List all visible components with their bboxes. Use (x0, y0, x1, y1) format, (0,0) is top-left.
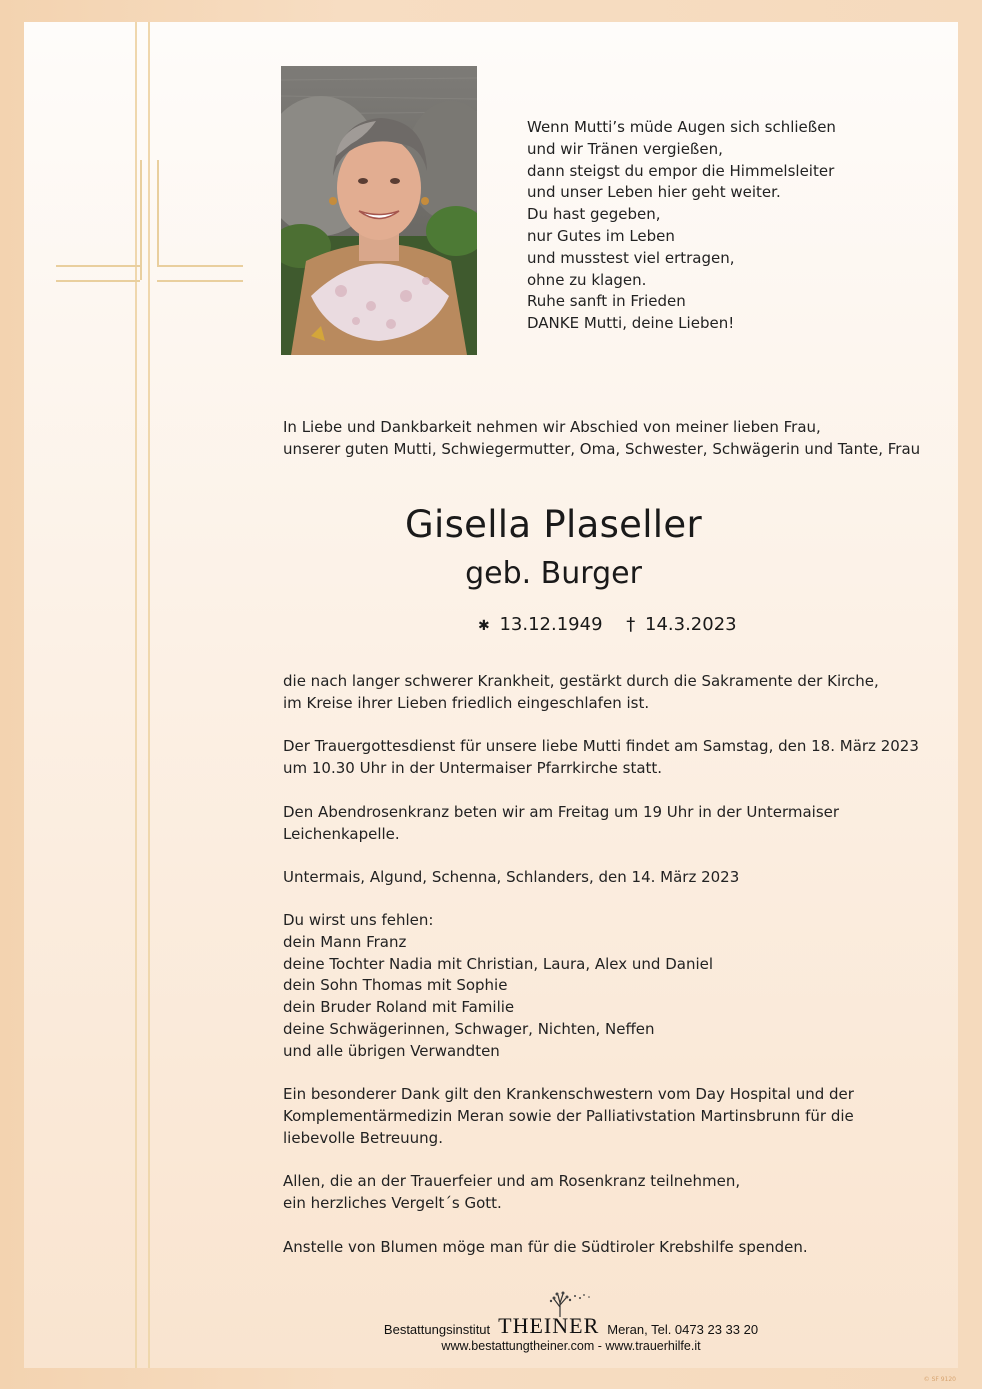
paragraph-line: ein herzliches Vergelt´s Gott. (283, 1193, 502, 1212)
poem-line: ohne zu klagen. (527, 270, 647, 289)
passing-paragraph (283, 671, 943, 715)
poem-line: Wenn Mutti’s müde Augen sich schließen (527, 118, 836, 136)
family-line: dein Sohn Thomas mit Sophie (283, 976, 508, 995)
family-line: dein Bruder Roland mit Familie (283, 998, 515, 1017)
paragraph-line: Untermais, Algund, Schenna, Schlanders, den 14. März 2023 (283, 868, 740, 886)
footer-brand (498, 1315, 599, 1337)
poem-line: Ruhe sanft in Frieden (527, 292, 686, 311)
poem-line: nur Gutes im Leben (527, 226, 675, 245)
donation-paragraph (283, 1237, 943, 1259)
poem-line: und unser Leben hier geht weiter. (527, 183, 781, 202)
paragraph-line: Den Abendrosenkranz beten wir am Freitag um 19 Uhr in der Untermaiser (283, 803, 840, 821)
footer-brand-text: THEINER (498, 1313, 600, 1338)
poem-line: dann steigst du empor die Himmelsleiter (527, 161, 835, 180)
deceased-name: Gisella Plaseller (405, 503, 702, 546)
intro-text (283, 417, 943, 461)
paragraph-line: liebevolle Betreuung. (283, 1128, 443, 1147)
paragraph-line: Allen, die an der Trauerfeier und am Rosenkranz teilnehmen, (283, 1172, 741, 1190)
family-list (283, 910, 943, 1063)
place-date (283, 867, 943, 889)
paragraph-line: Anstelle von Blumen möge man für die Südtiroler Krebshilfe spenden. (283, 1238, 808, 1256)
paragraph-line: Komplementärmedizin Meran sowie der Palliativstation Martinsbrunn für die (283, 1106, 854, 1125)
poem-line: und musstest viel ertragen, (527, 248, 735, 267)
birth-date: 13.12.1949 (499, 614, 603, 635)
poem (527, 117, 947, 335)
portrait-photo (281, 66, 477, 355)
intro-line: In Liebe und Dankbarkeit nehmen wir Abschied von meiner lieben Frau, (283, 418, 821, 436)
funeral-paragraph (283, 736, 943, 780)
family-line: deine Schwägerinnen, Schwager, Nichten, Neffen (283, 1019, 655, 1038)
family-line: Du wirst uns fehlen: (283, 911, 434, 929)
rosary-paragraph (283, 802, 943, 846)
funeral-home-footer (0, 1315, 982, 1353)
footer-websites: www.bestattungtheiner.com - www.trauerhilfe.it (441, 1339, 701, 1353)
family-line: dein Mann Franz (283, 932, 407, 951)
paragraph-line: Leichenkapelle. (283, 824, 400, 843)
footer-prefix: Bestattungsinstitut (383, 1322, 491, 1337)
paragraph-line: um 10.30 Uhr in der Untermaiser Pfarrkirche statt. (283, 758, 663, 777)
thanks-paragraph (283, 1084, 943, 1149)
life-dates (478, 614, 741, 635)
poem-line: und wir Tränen vergießen, (527, 139, 723, 158)
corner-mark: © SF 9120 (923, 1376, 956, 1383)
poem-line: Du hast gegeben, (527, 205, 661, 224)
intro-line: unserer guten Mutti, Schwiegermutter, Oma, Schwester, Schwägerin und Tante, Frau (283, 439, 921, 458)
death-symbol-icon: † (626, 614, 636, 635)
birth-symbol-icon: ✱ (478, 618, 490, 634)
death-date: 14.3.2023 (645, 614, 737, 635)
attendance-paragraph (283, 1171, 943, 1215)
maiden-name: geb. Burger (465, 556, 642, 591)
tree-logo-icon (546, 1289, 594, 1319)
paragraph-line: Der Trauergottesdienst für unsere liebe Mutti findet am Samstag, den 18. März 2023 (283, 737, 919, 755)
family-line: und alle übrigen Verwandten (283, 1041, 500, 1060)
paragraph-line: die nach langer schwerer Krankheit, gestärkt durch die Sakramente der Kirche, (283, 672, 879, 690)
footer-contact: Meran, Tel. 0473 23 33 20 (607, 1322, 759, 1337)
family-line: deine Tochter Nadia mit Christian, Laura, Alex und Daniel (283, 954, 714, 973)
paragraph-line: im Kreise ihrer Lieben friedlich eingeschlafen ist. (283, 693, 650, 712)
paragraph-line: Ein besonderer Dank gilt den Krankenschwestern vom Day Hospital und der (283, 1085, 854, 1103)
poem-line: DANKE Mutti, deine Lieben! (527, 314, 735, 333)
